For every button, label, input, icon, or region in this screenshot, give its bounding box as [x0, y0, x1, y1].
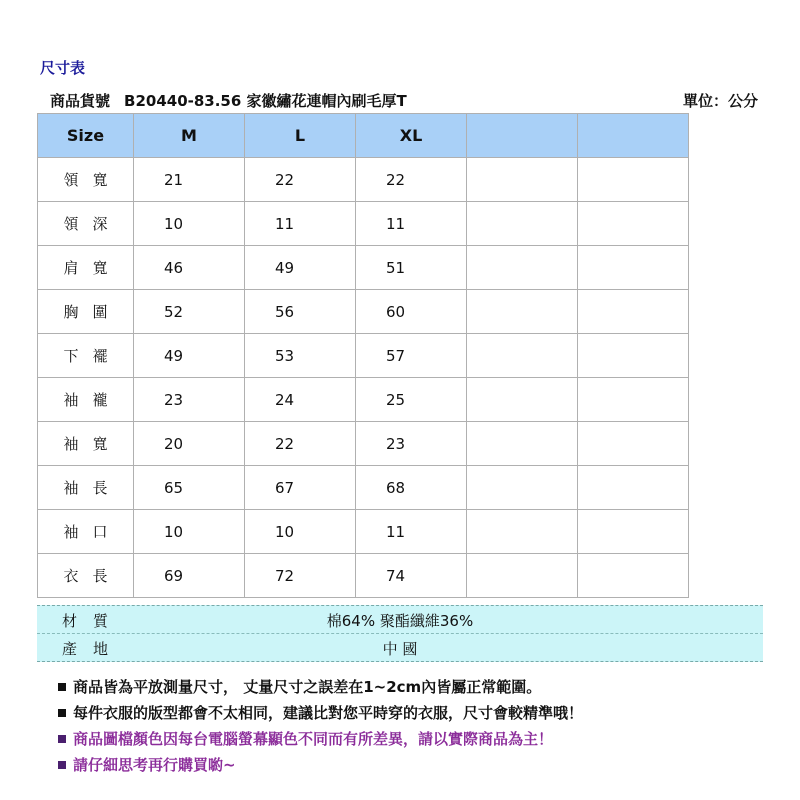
square-bullet-icon: [58, 761, 66, 769]
note-text: 商品圖檔顏色因每台電腦螢幕顯色不同而有所差異，請以實際商品為主！: [73, 730, 554, 748]
origin-label: 產地: [62, 640, 125, 658]
table-cell: 10: [134, 202, 245, 246]
table-cell: [578, 334, 689, 378]
table-cell: [467, 554, 578, 598]
table-cell: [578, 554, 689, 598]
table-cell: [467, 158, 578, 202]
table-cell: 21: [134, 158, 245, 202]
table-cell: 74: [356, 554, 467, 598]
table-row: [38, 466, 689, 510]
table-cell: 24: [245, 378, 356, 422]
table-cell: 49: [245, 246, 356, 290]
table-cell: 56: [245, 290, 356, 334]
table-cell: [467, 246, 578, 290]
table-cell: 53: [245, 334, 356, 378]
table-cell: [578, 466, 689, 510]
table-cell: 52: [134, 290, 245, 334]
table-cell: [467, 202, 578, 246]
table-row: [38, 422, 689, 466]
square-bullet-icon: [58, 709, 66, 717]
row-label: 袖長: [38, 466, 134, 510]
table-row: [38, 246, 689, 290]
header-cell-m: M: [134, 114, 245, 158]
table-cell: 68: [356, 466, 467, 510]
row-label: 下襬: [38, 334, 134, 378]
row-label: 袖寬: [38, 422, 134, 466]
note-item: [58, 752, 583, 778]
note-item: [58, 674, 583, 700]
row-label: 衣長: [38, 554, 134, 598]
table-cell: [578, 290, 689, 334]
header-cell-size: Size: [38, 114, 134, 158]
material-label: 材質: [62, 612, 125, 630]
table-cell: 46: [134, 246, 245, 290]
table-cell: [467, 422, 578, 466]
table-cell: 22: [356, 158, 467, 202]
table-cell: 49: [134, 334, 245, 378]
row-label: 袖襱: [38, 378, 134, 422]
header-cell-xl: XL: [356, 114, 467, 158]
row-label: 胸圍: [38, 290, 134, 334]
square-bullet-icon: [58, 683, 66, 691]
material-block: [37, 605, 763, 662]
note-text: 商品皆為平放測量尺寸， 丈量尺寸之誤差在1~2cm內皆屬正常範圍。: [73, 678, 542, 696]
table-cell: 72: [245, 554, 356, 598]
unit-label: 單位：公分: [682, 92, 758, 110]
note-text: 請仔細思考再行購買喲~: [73, 756, 236, 774]
table-cell: [467, 334, 578, 378]
origin-value: 中 國: [382, 640, 418, 658]
table-cell: [578, 246, 689, 290]
table-row: [38, 554, 689, 598]
table-cell: 11: [245, 202, 356, 246]
table-cell: 22: [245, 158, 356, 202]
table-cell: [578, 158, 689, 202]
table-cell: 10: [134, 510, 245, 554]
row-label: 領寬: [38, 158, 134, 202]
table-cell: [578, 378, 689, 422]
product-code: B20440-83.56 家徽繡花連帽內刷毛厚T: [124, 92, 407, 110]
table-row: [38, 378, 689, 422]
table-cell: 11: [356, 202, 467, 246]
table-cell: 22: [245, 422, 356, 466]
table-cell: 11: [356, 510, 467, 554]
notes-list: [58, 674, 583, 778]
table-cell: [578, 202, 689, 246]
header-row: [38, 114, 689, 158]
table-cell: 23: [356, 422, 467, 466]
note-item: [58, 726, 583, 752]
table-row: [38, 290, 689, 334]
table-cell: [578, 510, 689, 554]
table-cell: 20: [134, 422, 245, 466]
row-label: 肩寬: [38, 246, 134, 290]
row-label: 領深: [38, 202, 134, 246]
table-cell: 65: [134, 466, 245, 510]
square-bullet-icon: [58, 735, 66, 743]
page-title: 尺寸表: [40, 59, 86, 77]
row-label: 袖口: [38, 510, 134, 554]
table-cell: [467, 510, 578, 554]
header-cell-empty: [467, 114, 578, 158]
table-row: [38, 158, 689, 202]
origin-row: [37, 633, 763, 661]
table-cell: 69: [134, 554, 245, 598]
table-row: [38, 202, 689, 246]
size-table: [37, 113, 689, 598]
header-cell-empty: [578, 114, 689, 158]
table-cell: [467, 466, 578, 510]
note-text: 每件衣服的版型都會不太相同，建議比對您平時穿的衣服，尺寸會較精準哦！: [73, 704, 584, 722]
table-cell: [467, 290, 578, 334]
table-cell: 25: [356, 378, 467, 422]
material-row: [37, 606, 763, 633]
table-cell: [467, 378, 578, 422]
table-cell: 10: [245, 510, 356, 554]
table-cell: [578, 422, 689, 466]
table-cell: 51: [356, 246, 467, 290]
table-row: [38, 334, 689, 378]
header-cell-l: L: [245, 114, 356, 158]
table-cell: 57: [356, 334, 467, 378]
table-row: [38, 510, 689, 554]
table-cell: 67: [245, 466, 356, 510]
table-cell: 60: [356, 290, 467, 334]
material-value: 棉64% 聚酯纖維36%: [326, 612, 474, 630]
product-line: [50, 90, 407, 111]
table-cell: 23: [134, 378, 245, 422]
note-item: [58, 700, 583, 726]
product-label: 商品貨號: [50, 92, 111, 110]
